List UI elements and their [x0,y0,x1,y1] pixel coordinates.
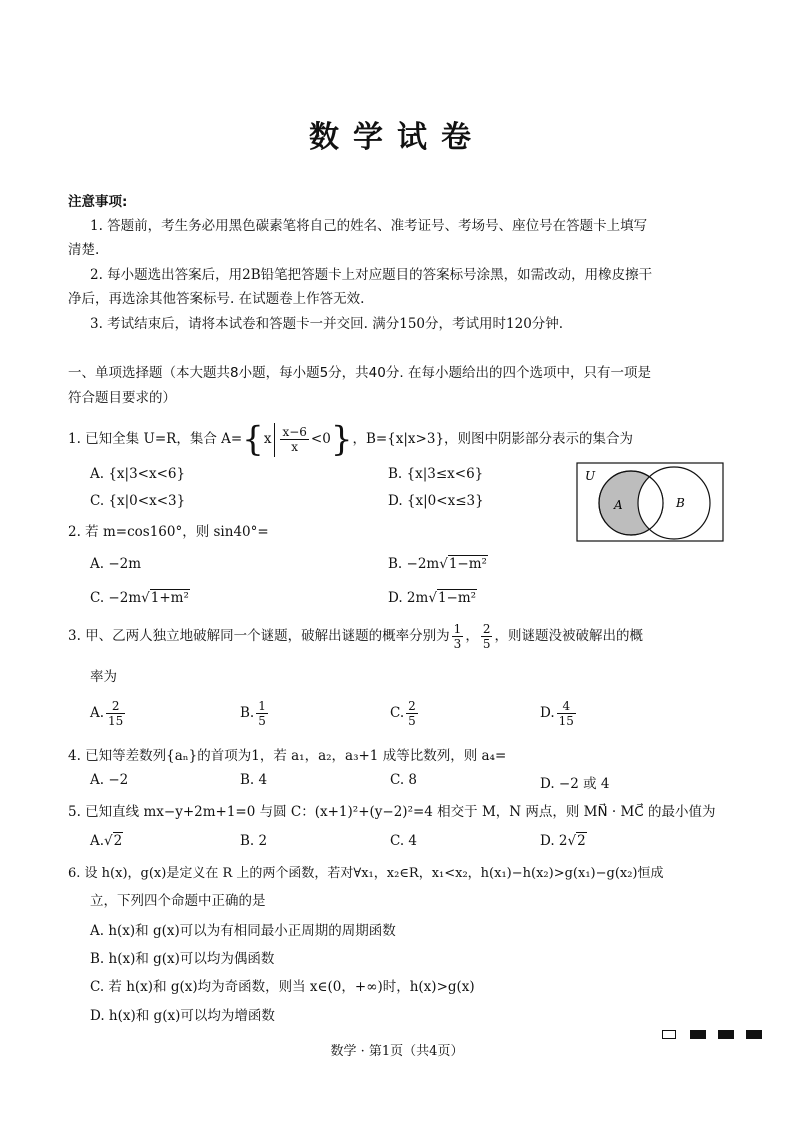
venn-label-b: B [676,496,685,510]
option-c[interactable]: C. $\frac{2}{5}$ [390,699,416,728]
fraction: $\frac{x-6}{x}$ [282,425,307,454]
question-3-stem: 3. 甲、乙两人独立地破解同一个谜题，破解出谜题的概率分别为 $\frac{1}{3}$ ， $\frac{2}{5}$ ，则谜题没被破解出的概 [68,622,643,651]
registration-mark [690,1030,706,1039]
question-2-stem: 2. 若 m=cos160°，则 sin40°= [68,524,269,540]
venn-label-a: A [614,498,623,512]
option-a[interactable]: A. {x|3<x<6} [90,466,186,482]
question-6-stem-cont: 立，下列四个命题中正确的是 [90,893,266,909]
option-b[interactable]: B. $\frac{1}{5}$ [240,699,266,728]
option-d[interactable]: D. 2√2 [540,833,586,849]
page-title: 数学试卷 [309,120,485,155]
option-a[interactable]: A. $\frac{2}{15}$ [90,699,124,728]
registration-mark-empty [662,1030,676,1039]
option-d[interactable]: D. {x|0<x≤3} [388,493,484,509]
option-c[interactable]: C. 8 [390,772,418,788]
section-heading-cont: 符合题目要求的） [68,390,176,406]
registration-mark [746,1030,762,1039]
option-b[interactable]: B. 4 [240,772,268,788]
question-1-stem: 1. 已知全集 U=R，集合 A={x $\frac{x-6}{x}$ <0}，B={x|x>3}，则图中阴影部分表示的集合为 [68,419,634,460]
venn-label-u: U [585,469,596,483]
option-d[interactable]: D. 2m√1−m² [388,590,477,606]
notice-heading: 注意事项: [68,194,128,210]
question-5-stem: 5. 已知直线 mx−y+2m+1=0 与圆 C：(x+1)²+(y−2)²=4 相交于 M，N 两点，则 MN⃗ · MC⃗ 的最小值为 [68,804,716,820]
question-3-stem-cont: 率为 [90,669,117,685]
option-d[interactable]: D. −2 或 4 [540,776,610,792]
page-footer: 数学 · 第1页（共4页） [330,1044,464,1059]
option-a[interactable]: A. −2 [90,772,129,788]
option-d[interactable]: D. $\frac{4}{15}$ [540,699,574,728]
question-4-stem: 4. 已知等差数列{aₙ}的首项为1，若 a₁，a₂，a₃+1 成等比数列，则 a₄= [68,748,507,764]
option-b[interactable]: B. {x|3≤x<6} [388,466,484,482]
option-b[interactable]: B. −2m√1−m² [388,556,487,572]
venn-diagram [576,462,724,542]
notice-line: 1. 答题前，考生务必用黑色碳素笔将自己的姓名、准考证号、考场号、座位号在答题卡上填写 [90,218,648,234]
section-heading: 一、单项选择题（本大题共8小题，每小题5分，共40分. 在每小题给出的四个选项中，只有一项是 [68,365,651,381]
fraction: $\frac{2}{5}$ [482,622,491,651]
option-d[interactable]: D. h(x)和 g(x)可以均为增函数 [90,1008,275,1024]
option-a[interactable]: A. h(x)和 g(x)可以为有相同最小正周期的周期函数 [90,923,396,939]
option-c[interactable]: C. −2m√1+m² [90,590,189,606]
notice-line: 2. 每小题选出答案后，用2B铅笔把答题卡上对应题目的答案标号涂黑，如需改动，用橡皮擦干 [90,267,653,283]
registration-mark [718,1030,734,1039]
notice-line: 净后，再选涂其他答案标号. 在试题卷上作答无效. [68,291,365,307]
option-c[interactable]: C. 4 [390,833,418,849]
option-a[interactable]: A.√2 [90,833,123,849]
question-6-stem: 6. 设 h(x)，g(x)是定义在 R 上的两个函数，若对∀x₁，x₂∈R，x₁<x₂，h(x₁)−h(x₂)>g(x₁)−g(x₂)恒成 [68,866,664,881]
notice-line: 清楚. [68,242,100,258]
option-c[interactable]: C. 若 h(x)和 g(x)均为奇函数，则当 x∈(0，+∞)时，h(x)>g(x) [90,979,475,995]
option-b[interactable]: B. h(x)和 g(x)可以均为偶函数 [90,951,275,967]
fraction: $\frac{1}{3}$ [453,622,462,651]
option-b[interactable]: B. 2 [240,833,268,849]
option-c[interactable]: C. {x|0<x<3} [90,493,186,509]
notice-line: 3. 考试结束后，请将本试卷和答题卡一并交回. 满分150分，考试用时120分钟. [90,316,564,332]
option-a[interactable]: A. −2m [90,556,142,572]
